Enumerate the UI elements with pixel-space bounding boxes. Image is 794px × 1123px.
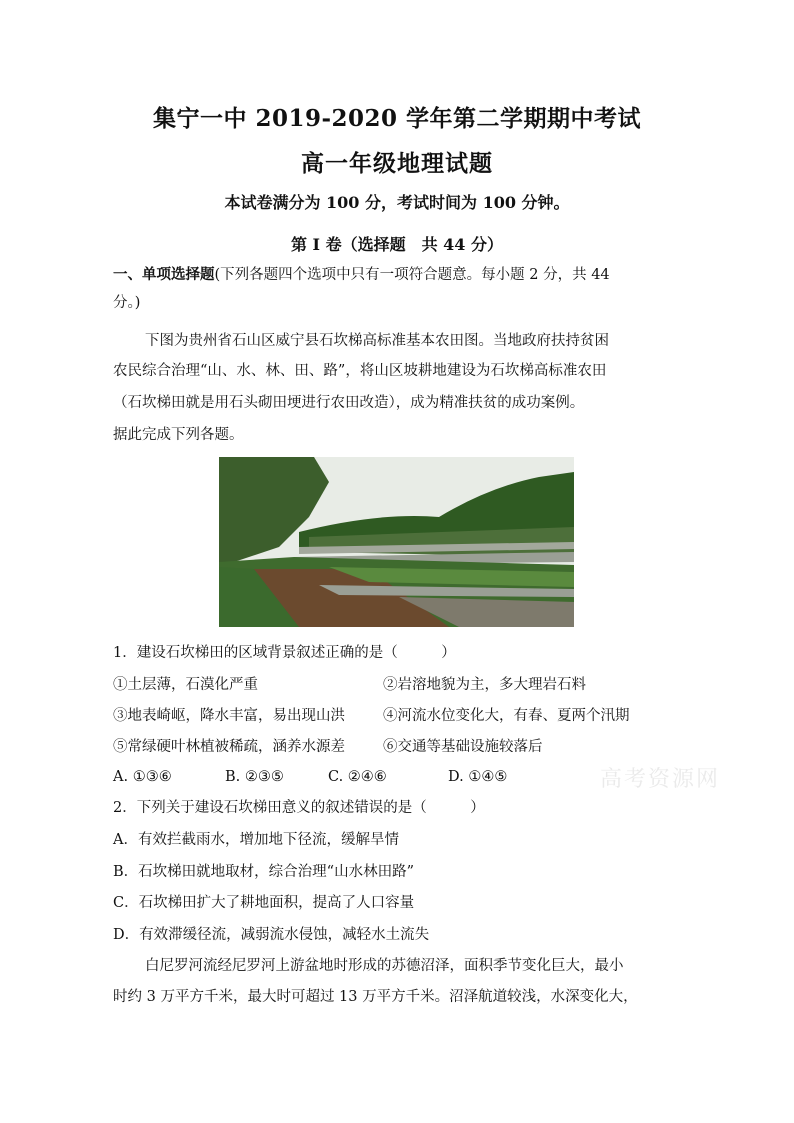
q1-option-6: ⑥交通等基础设施较落后	[383, 739, 543, 755]
q1-stem: 1．建设石坎梯田的区域背景叙述正确的是（ ）	[113, 645, 456, 661]
passage1-line: 下图为贵州省石山区威宁县石坎梯高标准基本农田图。当地政府扶持贫困	[145, 333, 609, 349]
passage1-line: 农民综合治理“山、水、林、田、路”，将山区坡耕地建设为石坎梯高标准农田	[113, 363, 607, 379]
q1-answer-b: B. ②③⑤	[225, 769, 284, 785]
section-heading-cont: 分。)	[113, 295, 141, 311]
q1-option-5: ⑤常绿硬叶林植被稀疏，涵养水源差	[113, 739, 345, 755]
exam-subtitle: 高一年级地理试题	[301, 150, 493, 177]
part-title: 第 I 卷（选择题 共 44 分）	[290, 235, 504, 254]
section-heading-instructions: (下列各题四个选项中只有一项符合题意。每小题 2 分，共 44	[214, 267, 610, 283]
q2-option-d: D．有效滞缓径流，减弱流水侵蚀，减轻水土流失	[113, 927, 430, 943]
passage2-line: 时约 3 万平方千米，最大时可超过 13 万平方千米。沼泽航道较浅，水深变化大，	[113, 989, 638, 1005]
passage1-line: （石坎梯田就是用石头砌田埂进行农田改造），成为精准扶贫的成功案例。	[113, 395, 585, 411]
section-heading	[113, 265, 610, 285]
terraced-field-photo-icon	[219, 457, 574, 627]
q1-answer-a: A. ①③⑥	[113, 769, 172, 785]
terraced-field-photo	[219, 457, 574, 627]
exam-title: 集宁一中 2019-2020 学年第二学期期中考试	[152, 105, 642, 132]
watermark: 高考资源网	[600, 767, 721, 792]
q2-option-a: A．有效拦截雨水，增加地下径流，缓解旱情	[113, 832, 399, 848]
passage2-line: 白尼罗河流经尼罗河上游盆地时形成的苏德沼泽，面积季节变化巨大，最小	[145, 958, 624, 974]
q1-option-1: ①土层薄，石漠化严重	[113, 677, 258, 693]
q1-option-4: ④河流水位变化大，有春、夏两个汛期	[383, 708, 630, 724]
q1-answer-d: D. ①④⑤	[448, 769, 508, 785]
q2-stem: 2．下列关于建设石坎梯田意义的叙述错误的是（ ）	[113, 800, 485, 816]
q1-answer-c: C. ②④⑥	[328, 769, 387, 785]
section-heading-bold: 一、单项选择题	[113, 266, 215, 283]
exam-note: 本试卷满分为 100 分，考试时间为 100 分钟。	[224, 193, 570, 212]
q2-option-b: B．石坎梯田就地取材，综合治理“山水林田路”	[113, 864, 414, 880]
passage1-line: 据此完成下列各题。	[113, 427, 244, 443]
q2-option-c: C．石坎梯田扩大了耕地面积，提高了人口容量	[113, 895, 415, 911]
q1-answers	[113, 767, 507, 787]
q1-option-3: ③地表崎岖，降水丰富，易出现山洪	[113, 708, 345, 724]
q1-option-2: ②岩溶地貌为主，多大理岩石料	[383, 677, 586, 693]
